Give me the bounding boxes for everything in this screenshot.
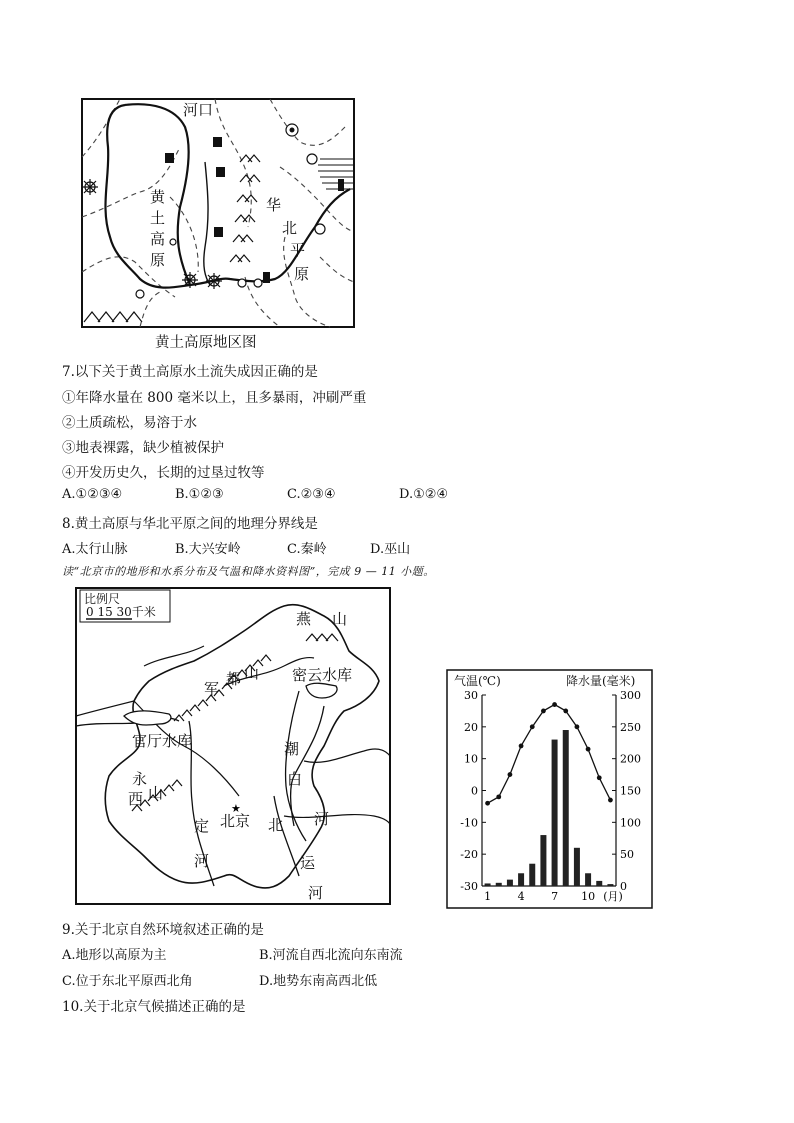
label-guanting-reservoir: 官厅水库 [132,732,193,750]
x-tick-label: 1 [484,890,492,903]
scale-title: 比例尺 [84,592,121,606]
precipitation-bar [596,881,602,886]
label-tu: 土 [150,209,166,227]
label-hekou: 河口 [183,101,214,119]
beijing-star-icon: ★ [231,802,241,815]
left-tick-label: -30 [460,880,478,893]
label-bei: 北 [268,816,284,834]
q8-option-b[interactable]: B.大兴安岭 [175,542,241,557]
q9-option-d[interactable]: D.地势东南高西北低 [259,974,378,989]
temperature-point [552,702,557,707]
label-yongding-he: 河 [194,852,210,870]
right-tick-label: 200 [620,752,641,766]
temperature-point [485,801,490,806]
left-tick-label: 10 [464,752,478,766]
q8-option-a[interactable]: A.太行山脉 [62,542,128,557]
left-axis-label: 气温(℃) [454,674,501,688]
label-yan-shan: 山 [332,610,348,628]
label-xishan-shan: 山 [148,784,164,802]
label-bei: 北 [282,219,298,237]
label-yong: 永 [132,770,148,788]
right-tick-label: 250 [620,720,641,734]
label-ping: 平 [290,241,306,259]
reading-instruction: 读“北京市的地形和水系分布及气温和降水资料图”，完成 9 — 11 小题。 [62,565,435,578]
x-tick-label: 10 [581,890,596,903]
precipitation-bar [563,730,569,886]
map2-frame [76,588,390,904]
label-chaobai-he: 河 [314,810,330,828]
precipitation-bar [496,883,502,886]
precipitation-bar [574,848,580,886]
left-tick-label: -10 [460,816,478,830]
temperature-point [519,744,524,749]
q7-item-1: ①年降水量在 800 毫米以上，且多暴雨，冲刷严重 [62,390,367,406]
temperature-point [608,798,613,803]
left-tick-label: 20 [464,720,478,734]
label-yunhe-he: 河 [308,884,324,902]
right-tick-label: 300 [620,689,641,702]
right-tick-label: 100 [620,816,641,830]
label-jundu-shan: 山 [244,664,260,682]
precipitation-bar [518,873,524,886]
q10-stem: 10.关于北京气候描述正确的是 [62,999,246,1015]
temperature-point [530,724,535,729]
temperature-point [541,709,546,714]
q7-option-b[interactable]: B.①②③ [175,487,224,502]
temperature-point [586,747,591,752]
temperature-point [563,709,568,714]
label-chao: 潮 [284,740,300,758]
label-hua: 华 [266,196,282,214]
label-yuan2: 原 [294,265,310,283]
left-tick-label: 30 [464,689,478,702]
label-xi: 西 [128,790,144,808]
label-huang: 黄 [150,188,166,206]
x-tick-label: 7 [551,890,559,903]
label-miyun-reservoir: 密云水库 [292,666,353,684]
label-jun: 军 [204,680,220,698]
temperature-point [496,794,501,799]
label-yuan: 原 [150,251,166,269]
right-tick-label: 150 [620,784,641,798]
loess-plateau-map [80,97,358,331]
q9-option-a[interactable]: A.地形以高原为主 [62,948,167,963]
x-tick-label: 4 [517,890,525,903]
left-tick-label: 0 [471,784,478,798]
label-yan: 燕 [296,610,312,628]
precipitation-bar [507,880,513,886]
scale-ticks: 0 15 30千米 [86,605,156,619]
right-tick-label: 50 [620,848,634,862]
label-yun: 运 [300,854,316,872]
q8-option-c[interactable]: C.秦岭 [287,542,327,557]
q8-stem: 8.黄土高原与华北平原之间的地理分界线是 [62,516,318,532]
beijing-map [74,586,394,908]
temperature-point [508,772,513,777]
q7-option-d[interactable]: D.①②④ [399,487,449,502]
q7-item-3: ③地表裸露，缺少植被保护 [62,440,224,456]
q7-option-a[interactable]: A.①②③④ [62,487,123,502]
label-gao: 高 [150,230,166,248]
temperature-point [575,724,580,729]
left-tick-label: -20 [460,848,478,862]
q7-stem: 7.以下关于黄土高原水土流失成因正确的是 [62,364,318,380]
precipitation-bar [585,873,591,886]
q9-stem: 9.关于北京自然环境叙述正确的是 [62,922,264,938]
right-axis-label: 降水量(毫米) [566,674,636,688]
label-ding: 定 [194,817,210,835]
temperature-point [597,775,602,780]
map1-caption: 黄土高原地区图 [155,335,257,351]
x-unit-label: (月) [603,890,623,903]
label-du: 都 [226,670,242,688]
q9-option-b[interactable]: B.河流自西北流向东南流 [259,948,403,963]
right-tick-label: 0 [620,880,627,893]
q9-option-c[interactable]: C.位于东北平原西北角 [62,974,193,989]
label-beijing: 北京 [220,812,251,830]
q7-item-4: ④开发历史久，长期的过垦过牧等 [62,465,265,481]
map1-frame [82,99,354,327]
label-bai: 白 [287,770,303,788]
precipitation-bar [540,835,546,886]
q7-option-c[interactable]: C.②③④ [287,487,336,502]
precipitation-bar [529,864,535,886]
climate-chart [446,669,654,910]
q8-option-d[interactable]: D.巫山 [370,542,411,557]
q7-item-2: ②土质疏松，易溶于水 [62,415,197,431]
precipitation-bar [552,740,558,886]
